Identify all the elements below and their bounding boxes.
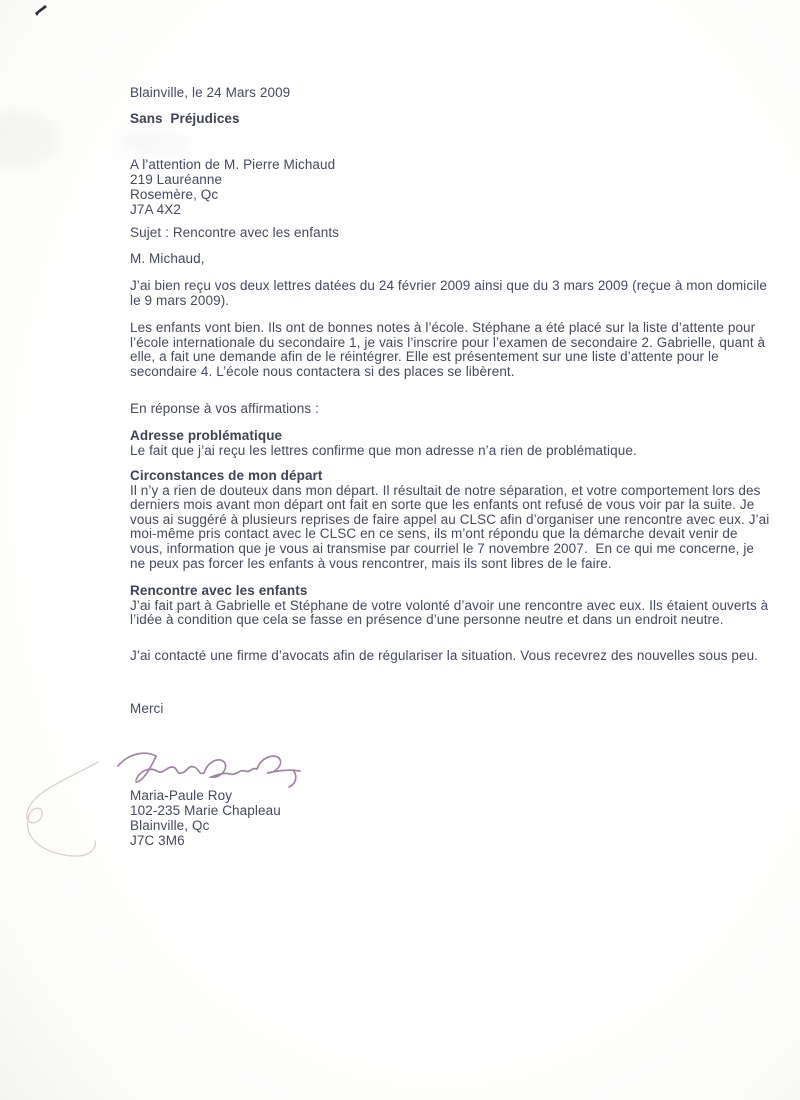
sender-name: Maria-Paule Roy [130, 788, 233, 803]
recipient-street: 219 Lauréanne [130, 172, 223, 187]
corner-ink-mark-icon [35, 5, 49, 17]
intro-text: En réponse à vos affirmations : [130, 401, 319, 416]
margin-pen-artifact [8, 752, 138, 872]
paragraph-line: J’ai fait part à Gabrielle et Stéphane de votre volonté d’avoir une rencontre avec eux. Ils étaient ouverts à [130, 597, 769, 613]
recipient-address [130, 157, 335, 217]
sender-street: 102-235 Marie Chapleau [130, 803, 281, 818]
sender-postal-code: J7C 3M6 [130, 833, 185, 848]
paragraph-line: elle, a fait une demande afin de le réintégrer. Elle est présentement sur une liste d’attente pour le [130, 349, 719, 365]
closing-text: J’ai contacté une firme d’avocats afin de régulariser la situation. Vous recevrez des nouvelles sous peu. [130, 648, 759, 663]
sender-city: Blainville, Qc [130, 818, 210, 833]
section-circonstances-depart [130, 469, 769, 571]
section-heading: Rencontre avec les enfants [130, 583, 308, 598]
section-adresse-problematique [130, 429, 637, 458]
paragraph-line: vous ai suggéré à plusieurs reprises de faire appel au CLSC afin d’organiser une rencontre avec eux. J’ai [130, 511, 770, 527]
without-prejudice-label [130, 112, 240, 127]
subject-line [130, 226, 339, 241]
recipient-postal-code: J7A 4X2 [130, 202, 181, 217]
paragraph-line: derniers mois avant mon départ ont fait en sorte que les enfants ont refusé de vous voir par la suite. Je [130, 497, 755, 513]
paragraph-line: secondaire 4. L’école nous contactera si des places se libèrent. [130, 363, 515, 379]
scan-smudge [0, 110, 60, 170]
section-heading: Adresse problématique [130, 428, 283, 443]
date-line [130, 86, 290, 101]
paragraph-line: Le fait que j’ai reçu les lettres confirme que mon adresse n’a rien de problématique. [130, 442, 637, 458]
paragraph-line: l’idée à condition que cela se fasse en présence d’une personne neutre et dans un endroit neutre. [130, 612, 724, 628]
paragraph-line: Les enfants vont bien. Ils ont de bonnes notes à l’école. Stéphane a été placé sur la liste d’attente pour [130, 320, 756, 335]
recipient-attention: A l’attention de M. Pierre Michaud [130, 157, 336, 172]
paragraph-line: ne peux pas forcer les enfants à vous rencontrer, mais ils sont libres de le faire. [130, 555, 612, 571]
paragraph-line: le 9 mars 2009). [130, 292, 230, 308]
date-text: Blainville, le 24 Mars 2009 [130, 85, 291, 100]
paragraph-line: moi-même pris contact avec le CLSC en ce sens, ils m’ont répondu que la démarche devait venir de [130, 526, 738, 542]
recipient-city: Rosemère, Qc [130, 187, 219, 202]
paragraph-line: l’école internationale du secondaire 1, je vais l’inscrire pour l’examen de secondaire 2. Gabrielle, quant à [130, 334, 766, 350]
intro-line [130, 402, 319, 417]
closing-line [130, 649, 758, 664]
paragraph-line: Il n’y a rien de douteux dans mon départ. Il résultait de notre séparation, et votre comportement lors des [130, 482, 761, 498]
without-prejudice-text: Sans Préjudices [130, 111, 240, 126]
sender-address [130, 788, 281, 848]
paragraph-line: vous, information que je vous ai transmise par courriel le 7 novembre 2007. En ce qui me concerne, je [130, 540, 755, 556]
section-heading: Circonstances de mon départ [130, 468, 323, 483]
salutation-text: M. Michaud, [130, 251, 205, 266]
salutation [130, 252, 205, 267]
section-rencontre-enfants [130, 584, 768, 628]
paragraph-children-news [130, 321, 765, 379]
subject-text: Sujet : Rencontre avec les enfants [130, 225, 340, 240]
thanks-text: Merci [130, 701, 164, 716]
paragraph-line: J’ai bien reçu vos deux lettres datées du 24 février 2009 ainsi que du 3 mars 2009 (reçue à mon domicile [130, 278, 768, 293]
scan-smudge [120, 128, 190, 158]
paragraph-received-letters [130, 279, 767, 308]
thanks-line [130, 702, 164, 717]
